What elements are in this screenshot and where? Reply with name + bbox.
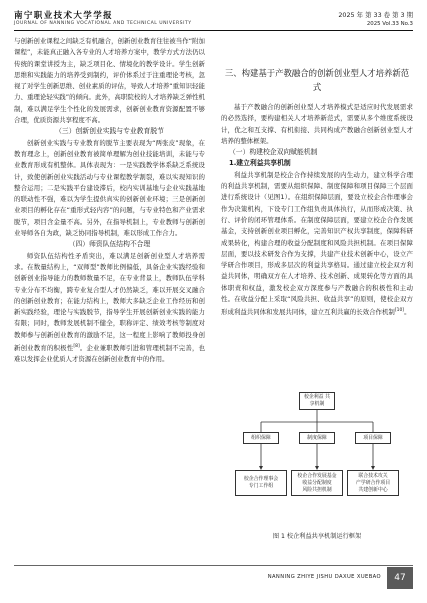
paragraph — [221, 170, 413, 319]
issue-info-en: 2025 Vol.33 No.3 — [366, 21, 413, 27]
footer-journal-pinyin: NANNING ZHIYE JISHU DAXUE XUEBAO — [267, 574, 381, 580]
diagram-node-proj-detail: 联合技术攻关 产学研合作项目 共建创新中心 — [347, 470, 399, 496]
figure-diagram — [221, 388, 413, 528]
journal-title-cn: 南宁职业技术大学学报 — [14, 11, 114, 21]
paragraph — [14, 251, 205, 366]
diagram-node-org-detail: 校企合作理事会 专门工作组 — [235, 470, 287, 496]
citation-ref[interactable]: [8] — [73, 344, 80, 350]
subsection-heading: 1.建立利益共享机制 — [229, 159, 291, 168]
paragraph-text: 。 — [404, 308, 411, 317]
page-number: 47 — [387, 567, 413, 589]
paragraph: 创新创业实践与专业教育的脱节主要表现为“两张皮”现象，在教育理念上，创新创业教育被简单理解为创业技能培训，未能与专业教育形成有机整体。具体表现为：一是实践教学体系缺乏系统设计，致使创新创业实践活动与专业课程教学割裂，难以实现知识的整合运用；二是实践平台建设滞后，校内实训基地与企业实践基地的联动性不强，难以为学生提供真实的创新创业环境；三是创新创业项目的孵化存在“重形式轻内容”的问题，与专业特色和产业需求脱节，项目含金量不高。另外，在指导机制上，专业教师与创新创业导师各自为政，缺乏协同指导机制，难以形成工作合力。 — [14, 138, 205, 238]
chapter-heading: 三、构建基于产教融合的创新创业型人才培养新范式 — [224, 68, 410, 92]
issue-info-cn: 2025 年 第 33 卷 第 3 期 — [338, 11, 413, 19]
left-column — [14, 36, 205, 366]
header-divider — [14, 30, 413, 31]
footer-divider — [14, 565, 413, 566]
section-heading: （三）创新创业实践与专业教育脱节 — [55, 127, 164, 136]
paragraph-text: 利益共享机制是校企合作持续发展的内生动力，建立科学合理的利益共享机制，需要从组织保障、制度保障和项目保障三个层面进行系统设计（见图1）。在组织保障层面，要设立校企合作理事会作为决策机构，下设专门工作组负责具体执行，从而形成决策、执行、评价的闭环管理体系。在制度保障层面，要建立校企合作发展基金，支持创新创业项目孵化，完善知识产权共享制度，保障科研成果转化，构建合理的收益分配制度和风险共担机制。在项目保障层面，要以技术研发合作为支撑，共建产业技术创新中心，设立产学研合作项目，形成多层次的利益共享格局。通过建立校企双方利益共同体，明确双方在人才培养、技术创新、成果转化等方面的具体职责和权益，激发校企双方深度参与产教融合的积极性和主动性。在收益分配上采取“风险共担、收益共享”的原则，使校企双方形成利益共同体和发展共同体，建立互利共赢的长效合作机制 — [221, 170, 413, 317]
diagram-node-proj: 项目保障 — [355, 432, 391, 444]
section-heading: （四）师资队伍结构不合理 — [68, 240, 151, 249]
paragraph-text: 。企业兼职教师引进和管理机制不完善，也难以发挥企业优质人才资源在创新创业教育中的作用。 — [14, 344, 205, 364]
paragraph-text: 师资队伍结构性矛盾突出，难以满足创新创业型人才培养需求。在数量结构上，“双师型”教师比例偏低，具备企业实践经验和创新创业指导能力的教师数量不足，在专业背景上，教师队伍学科专业分布不均衡，跨专业复合型人才仍然缺乏，难以开展交叉融合的创新创业教育；在能力结构上，教师大多缺乏企业工作经历和创新实践经验，理论与实践脱节，指导学生开展创新创业实践的能力有限；同时，教师发展机制不健全，职称评定、绩效考核等制度对教师参与创新创业教育的激励不足，这一程度上影响了教师投身创新创业教育的积极性 — [14, 251, 205, 353]
section-heading: （一）构建校企双向赋能机制 — [229, 148, 318, 157]
diagram-node-sys: 制度保障 — [299, 432, 335, 444]
citation-ref[interactable]: [10] — [394, 308, 405, 314]
diagram-node-top: 校企利益 共享机制 — [299, 392, 335, 410]
figure-caption: 图 1 校企利益共享机制运行框架 — [272, 533, 362, 540]
diagram-node-org: 组织保障 — [243, 432, 279, 444]
paragraph: 与创新创业课程之间缺乏有机融合，创新创业教育往往被当作“附加课程”，未能真正融入各专业的人才培养方案中，教学方式方法仍以传统的课堂讲授为主，缺乏项目化、情境化的教学设计。学生创新思维和实践能力的培养受到制约，评价体系过于注重理论考核，忽视了对学生创新思维、创业素质的评估，导致人才培养“重知识轻能力、重理论轻实践”的倾向。此外，高职院校的人才培养缺乏弹性机制，难以满足学生个性化的发展需求，创新创业教育资源配置不够合理，优质资源共享程度不高。 — [14, 37, 205, 125]
journal-title-en: JOURNAL OF NANNING VOCATIONAL AND TECHNICAL UNIVERSITY — [14, 21, 192, 26]
paragraph: 基于产教融合的创新创业型人才培养模式是适应时代发展需求的必然选择，要构建相关人才培养新范式，需要从多个维度系统设计，优之和互支撑、有机衔接、共同构成产教融合创新创业型人才培养的整体框架。 — [221, 103, 413, 145]
right-column — [221, 36, 413, 319]
diagram-node-sys-detail: 校企合作发展基金 收益分配制度 风险共担机制 — [291, 470, 343, 496]
